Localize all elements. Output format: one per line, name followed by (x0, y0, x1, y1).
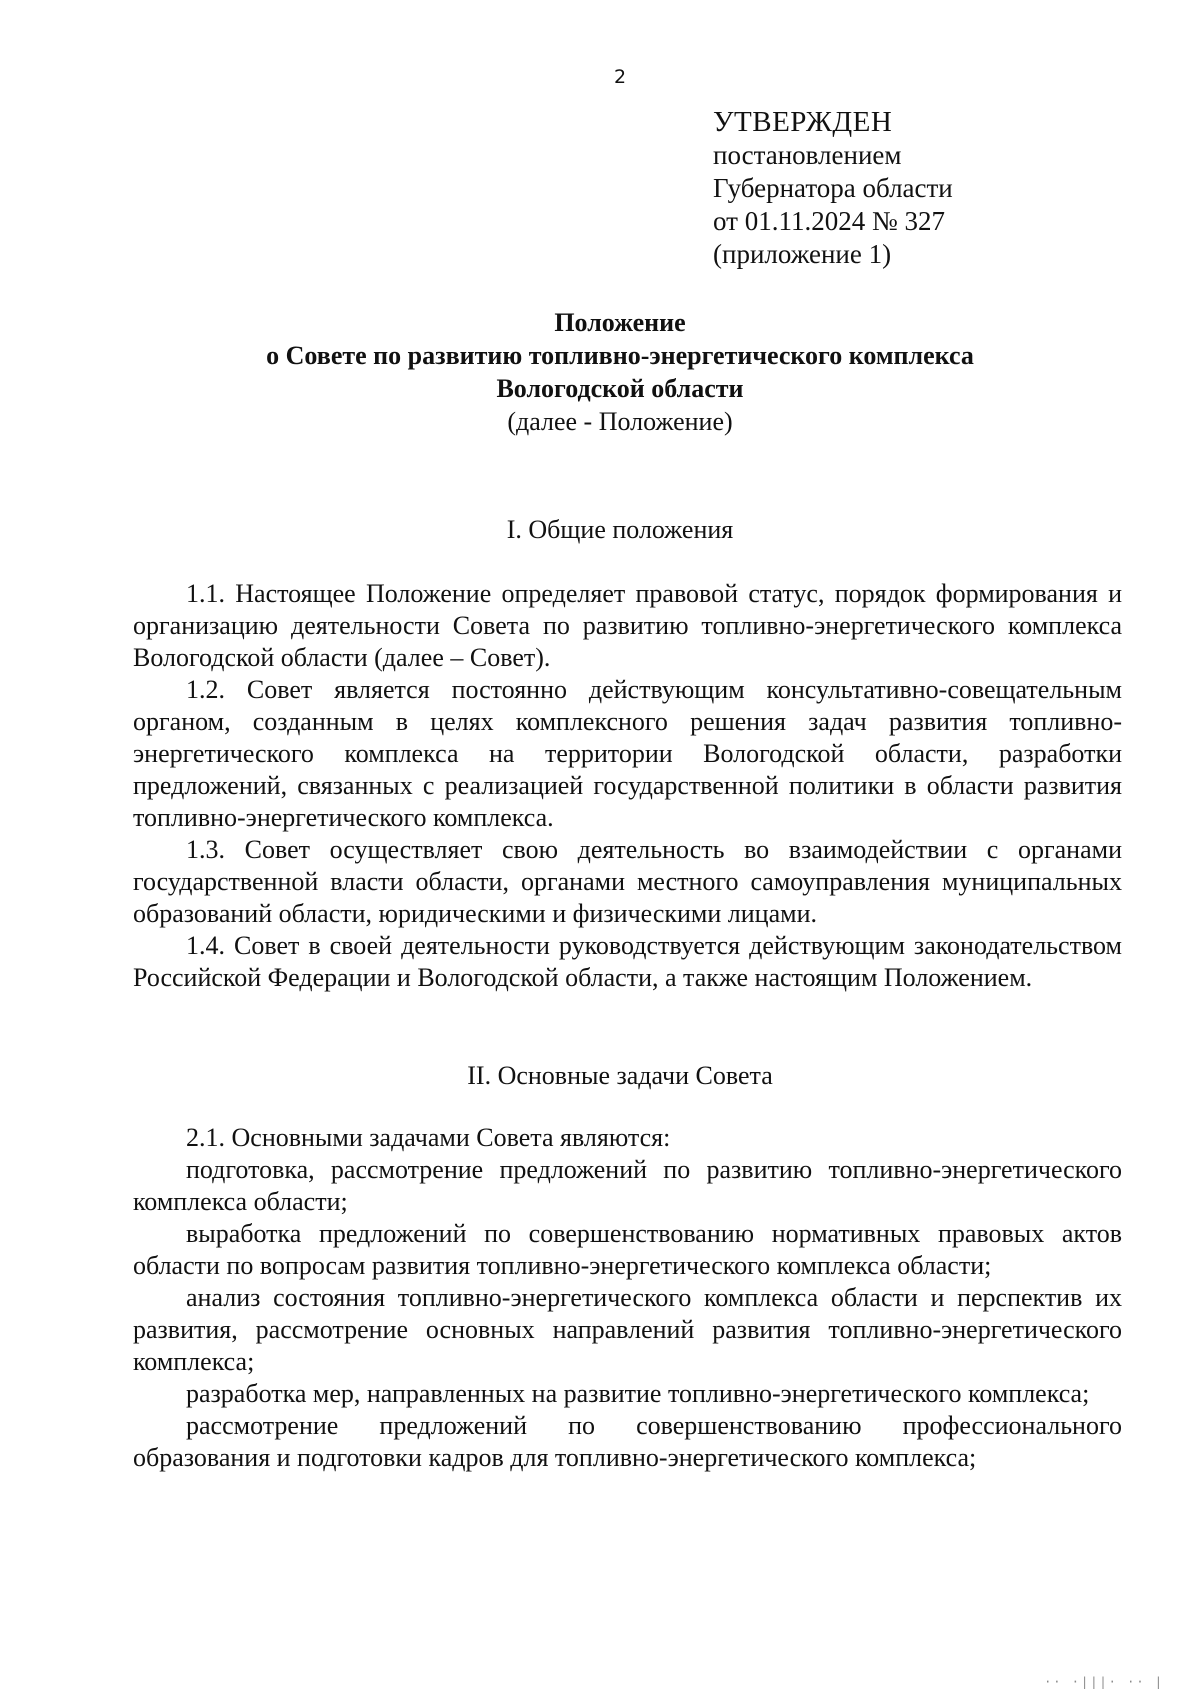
title-line: Положение (554, 308, 686, 337)
title-note: (далее - Положение) (507, 407, 733, 436)
section-heading-general: I. Общие положения (506, 515, 734, 544)
approval-line: Губернатора области (713, 173, 953, 203)
approval-line: постановлением (713, 140, 902, 170)
approval-title: УТВЕРЖДЕН (713, 106, 893, 138)
page-number: 2 (613, 66, 627, 88)
approval-stamp-block (713, 106, 953, 271)
paragraph: 1.4. Совет в своей деятельности руководствуется действующим законодательством Российской Федерации и Вологодской области, а также настоящим Положением. (133, 931, 1122, 992)
scan-artifact: ·· ·|||· ·· | (1044, 1675, 1164, 1689)
approval-line: от 01.11.2024 № 327 (713, 206, 945, 236)
list-item: разработка мер, направленных на развитие топливно-энергетического комплекса; (186, 1379, 1090, 1408)
paragraph: 1.2. Совет является постоянно действующим консультативно-совещательным органом, созданным в целях комплексного решения задач развития топливно-энергетического комплекса на территории Вологодской области, разработки предложений, связанных с реализацией государственной политики в области развития топливно-энергетического комплекса. (133, 675, 1122, 832)
section-body-tasks (133, 1122, 1122, 1474)
section-heading-tasks: II. Основные задачи Совета (467, 1061, 773, 1090)
paragraph: 1.3. Совет осуществляет свою деятельность во взаимодействии с органами государственной власти области, органами местного самоуправления муниципальных образований области, юридическими и физическими лицами. (133, 835, 1122, 928)
list-item: анализ состояния топливно-энергетического комплекса области и перспектив их развития, рассмотрение основных направлений развития топливно-энергетического комплекса; (133, 1283, 1122, 1376)
paragraph: 2.1. Основными задачами Совета являются: (186, 1123, 671, 1152)
title-line: о Совете по развитию топливно-энергетического комплекса (266, 341, 974, 370)
list-item: рассмотрение предложений по совершенствованию профессионального образования и подготовки кадров для топливно-энергетического комплекса; (133, 1411, 1122, 1472)
paragraph: 1.1. Настоящее Положение определяет правовой статус, порядок формирования и организацию деятельности Совета по развитию топливно-энергетического комплекса Вологодской области (далее – Совет). (133, 579, 1122, 672)
approval-line: (приложение 1) (713, 239, 892, 269)
list-item: подготовка, рассмотрение предложений по развитию топливно-энергетического комплекса области; (133, 1155, 1122, 1216)
title-line: Вологодской области (496, 374, 744, 403)
section-body-general (133, 578, 1122, 994)
document-title (120, 306, 1120, 438)
list-item: выработка предложений по совершенствованию нормативных правовых актов области по вопросам развития топливно-энергетического комплекса области; (133, 1219, 1122, 1280)
